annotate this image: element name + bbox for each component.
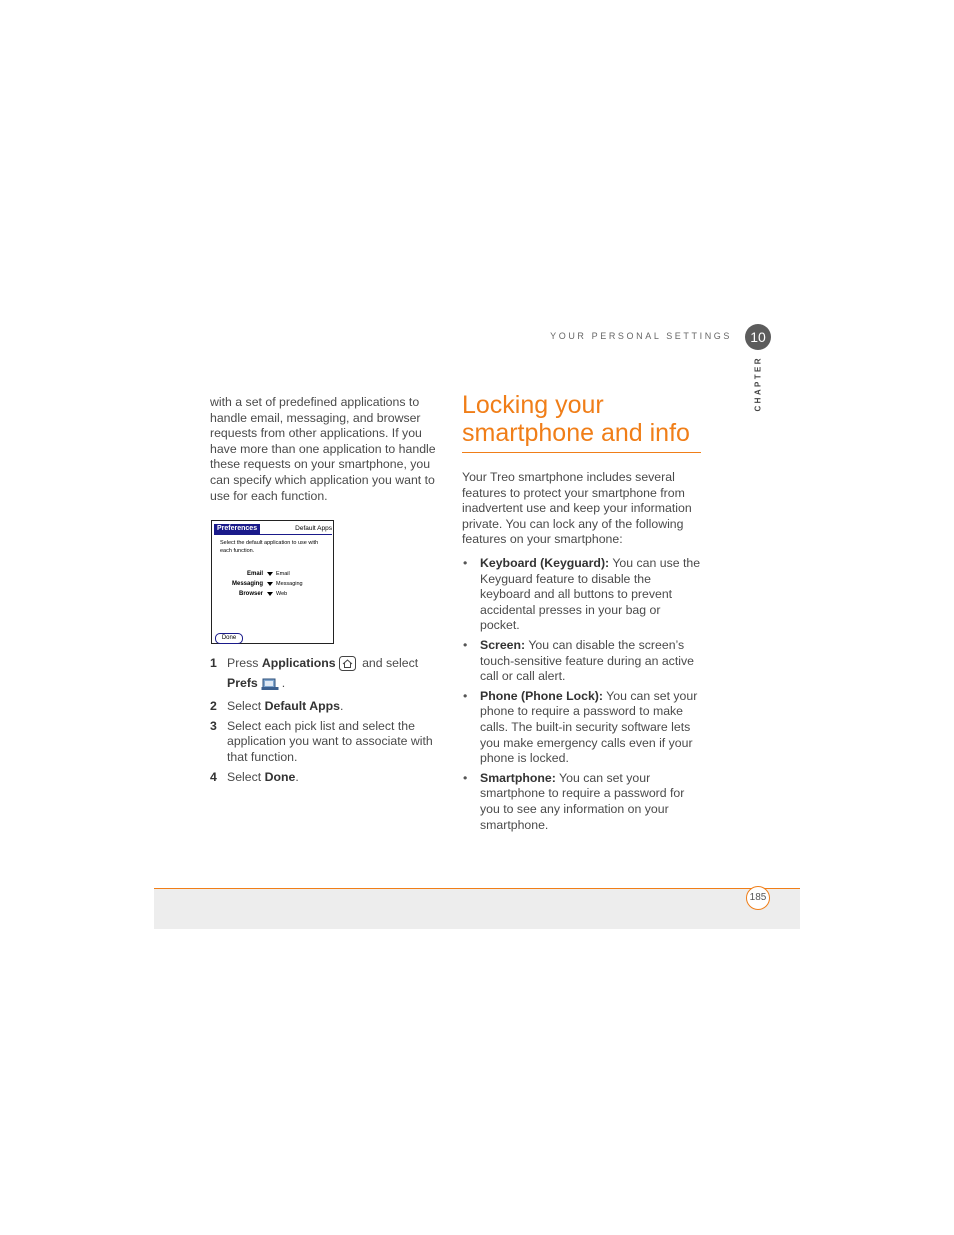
step-item	[210, 770, 445, 786]
section-intro: Your Treo smartphone includes several features to protect your smartphone from inadvertent use and keep your information private. You can lock any of the following features on your smartphone:	[462, 470, 692, 547]
bullet-text: You can disable the screen’s touch-sensitive feature during an active call or call alert.	[480, 637, 694, 684]
steps-list	[210, 656, 445, 789]
screenshot-tab: Default Apps	[295, 525, 332, 532]
step-item	[210, 719, 445, 766]
bullet-term: Keyboard (Keyguard):	[480, 556, 610, 570]
bullet-term: Screen:	[480, 637, 526, 652]
step-text: Select each pick list and select the application you want to associate with that function.	[227, 718, 433, 764]
step-text: Select	[227, 769, 265, 784]
step-bold: Applications	[261, 656, 336, 670]
screenshot-row-label: Messaging	[231, 581, 263, 587]
prefs-icon	[261, 677, 279, 696]
screenshot-title: Preferences	[214, 524, 260, 534]
step-bold: Prefs	[227, 675, 258, 690]
dropdown-arrow-icon	[267, 572, 273, 576]
screenshot-row-value: Email	[276, 571, 290, 577]
step-text: Press	[227, 656, 262, 670]
step-number: 4	[210, 769, 217, 784]
step-item	[210, 656, 445, 695]
bullet-text: You can use the Keyguard feature to disable the keyboard and all buttons to prevent accidental presses in your bag or pocket.	[480, 556, 701, 633]
step-text: .	[281, 675, 286, 690]
step-text: and select	[358, 656, 419, 670]
screenshot-row-value: Web	[276, 591, 288, 597]
step-text: .	[339, 699, 344, 714]
bullet-text: You can set your smartphone to require a password for you to see any information on your smartphone.	[480, 770, 685, 832]
lock-features-list	[462, 556, 702, 837]
default-apps-screenshot	[211, 520, 334, 644]
screenshot-row-label: Browser	[238, 591, 263, 597]
list-item	[462, 689, 702, 767]
step-text: .	[295, 769, 299, 784]
footer-divider	[154, 888, 800, 889]
home-icon	[339, 656, 356, 676]
chapter-label: CHAPTER	[753, 356, 763, 412]
chapter-number-badge: 10	[745, 324, 771, 350]
running-head: YOUR PERSONAL SETTINGS	[550, 331, 732, 341]
dropdown-arrow-icon	[267, 582, 273, 586]
bullet-text: You can set your phone to require a password to make calls. The built-in security software lets you make emergency calls even if your phone is locked.	[480, 688, 698, 766]
step-text: Select	[227, 699, 265, 714]
page-number: 185	[746, 886, 770, 910]
screenshot-done-button: Done	[215, 633, 243, 644]
step-bold: Default Apps	[264, 699, 340, 714]
step-bold: Done	[264, 769, 296, 784]
screenshot-row-browser	[212, 589, 333, 599]
screenshot-row-label: Email	[246, 571, 263, 577]
step-number: 2	[210, 699, 217, 714]
step-number: 1	[210, 656, 217, 670]
dropdown-arrow-icon	[267, 592, 273, 596]
bullet-term: Smartphone:	[480, 770, 556, 785]
screenshot-instruction: Select the default application to use with each function.	[220, 540, 319, 554]
section-heading: Locking your smartphone and info	[462, 391, 690, 447]
intro-paragraph: with a set of predefined applications to handle email, messaging, and browser requests from other applications. If you have more than one application to handle these requests on your smartphone, you can specify which application you want to use for each function.	[210, 395, 436, 503]
bullet-term: Phone (Phone Lock):	[480, 688, 603, 703]
step-number: 3	[210, 718, 217, 733]
list-item	[462, 771, 702, 833]
heading-divider	[462, 452, 701, 453]
screenshot-titlebar	[214, 524, 332, 535]
list-item	[462, 638, 702, 685]
screenshot-row-messaging	[212, 579, 333, 589]
screenshot-row-value: Messaging	[276, 581, 303, 587]
footer-band	[154, 888, 800, 929]
step-item	[210, 699, 445, 715]
list-item	[462, 556, 702, 634]
screenshot-row-email	[212, 569, 333, 579]
